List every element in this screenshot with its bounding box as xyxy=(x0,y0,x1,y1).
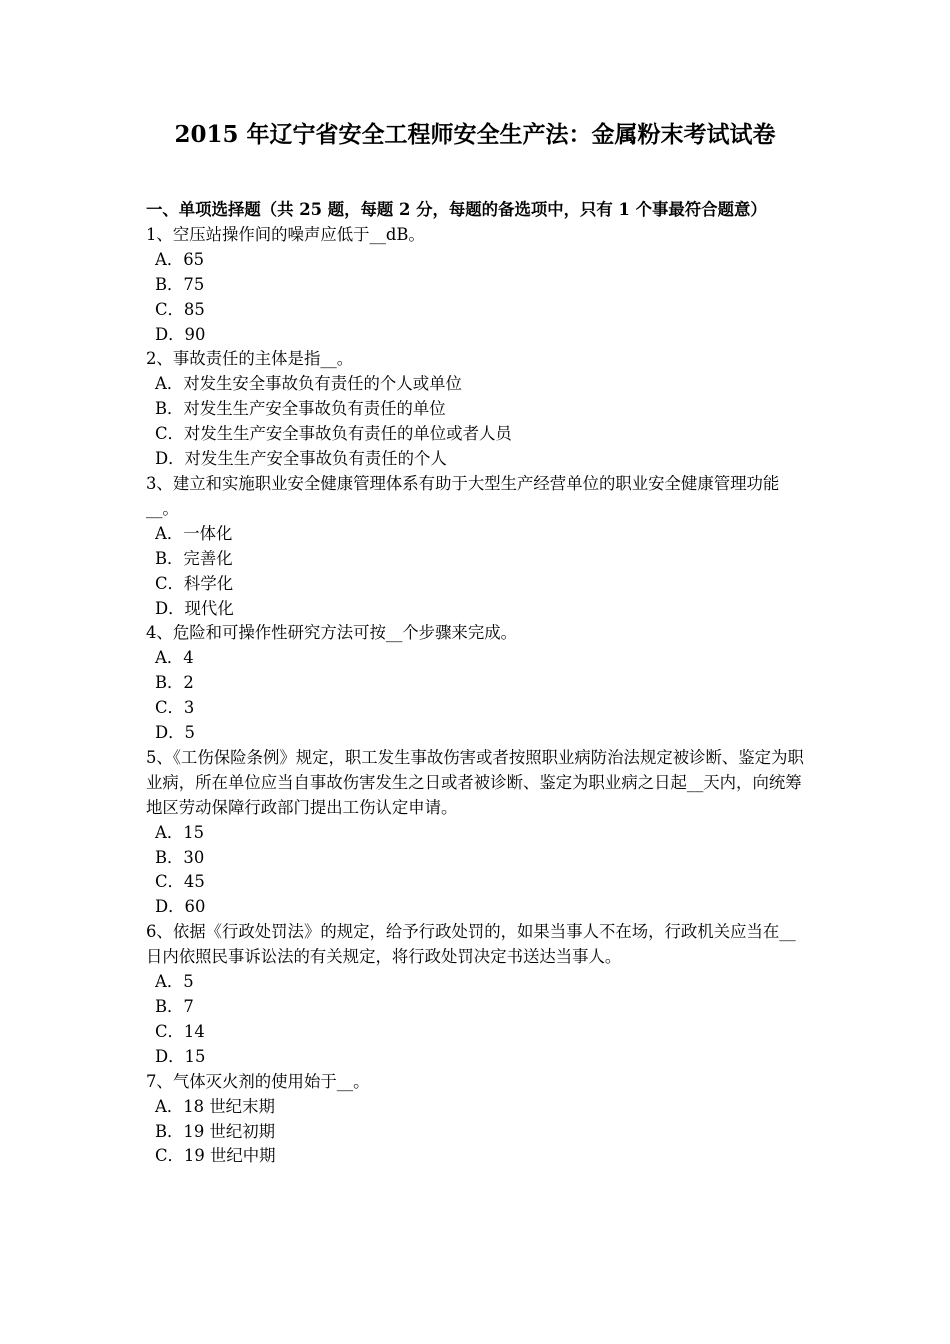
question-7-option-c: C．19 世纪中期 xyxy=(155,1146,276,1166)
question-5-option-b: B．30 xyxy=(155,847,205,867)
question-1-option-c: C．85 xyxy=(155,299,205,319)
question-3-option-b: B．完善化 xyxy=(155,548,233,568)
question-6-option-d: D．15 xyxy=(155,1046,206,1066)
question-2-option-c: C．对发生生产安全事故负有责任的单位或者人员 xyxy=(155,424,512,444)
question-2-option-d: D．对发生生产安全事故负有责任的个人 xyxy=(155,449,447,469)
question-4: 4、危险和可操作性研究方法可按__个步骤来完成。 xyxy=(146,623,518,643)
question-1: 1、空压站操作间的噪声应低于__dB。 xyxy=(146,224,425,244)
question-4-option-a: A．4 xyxy=(155,648,194,668)
section-heading: 一、单项选择题（共 25 题，每题 2 分，每题的备选项中，只有 1 个事最符合题意） xyxy=(146,200,767,219)
document-body xyxy=(146,198,810,1169)
question-6-option-c: C．14 xyxy=(155,1021,205,1041)
question-1-option-d: D．90 xyxy=(155,324,206,344)
question-2-option-a: A．对发生安全事故负有责任的个人或单位 xyxy=(155,374,462,394)
question-7-option-a: A．18 世纪末期 xyxy=(155,1096,275,1116)
question-3-option-a: A．一体化 xyxy=(155,523,233,543)
question-5: 5、《工伤保险条例》规定，职工发生事故伤害或者按照职业病防治法规定被诊断、鉴定为职业病，所在单位应当自事故伤害发生之日或者被诊断、鉴定为职业病之日起__天内，向统筹地区劳动保障行政部门提出工伤认定申请。 xyxy=(146,747,804,817)
question-2: 2、事故责任的主体是指__。 xyxy=(146,349,354,369)
question-1-option-a: A．65 xyxy=(155,249,205,269)
question-4-option-b: B．2 xyxy=(155,673,194,693)
question-4-option-d: D．5 xyxy=(155,723,195,743)
question-6-option-a: A．5 xyxy=(155,972,194,992)
question-1-option-b: B．75 xyxy=(155,274,205,294)
question-3-option-c: C．科学化 xyxy=(155,573,234,593)
question-5-option-d: D．60 xyxy=(155,897,206,917)
question-7: 7、气体灭火剂的使用始于__。 xyxy=(146,1071,370,1091)
document-title: 2015 年辽宁省安全工程师安全生产法：金属粉末考试试卷 xyxy=(174,121,776,148)
question-6: 6、依据《行政处罚法》的规定，给予行政处罚的，如果当事人不在场，行政机关应当在__日内依照民事诉讼法的有关规定，将行政处罚决定书送达当事人。 xyxy=(146,922,796,967)
question-7-option-b: B．19 世纪初期 xyxy=(155,1121,276,1141)
question-2-option-b: B．对发生生产安全事故负有责任的单位 xyxy=(155,399,446,419)
question-4-option-c: C．3 xyxy=(155,698,195,718)
question-3-option-d: D．现代化 xyxy=(155,598,234,618)
question-5-option-a: A．15 xyxy=(155,822,205,842)
question-6-option-b: B．7 xyxy=(155,997,194,1016)
question-3: 3、建立和实施职业安全健康管理体系有助于大型生产经营单位的职业安全健康管理功能__。 xyxy=(146,473,780,518)
question-5-option-c: C．45 xyxy=(155,872,205,892)
